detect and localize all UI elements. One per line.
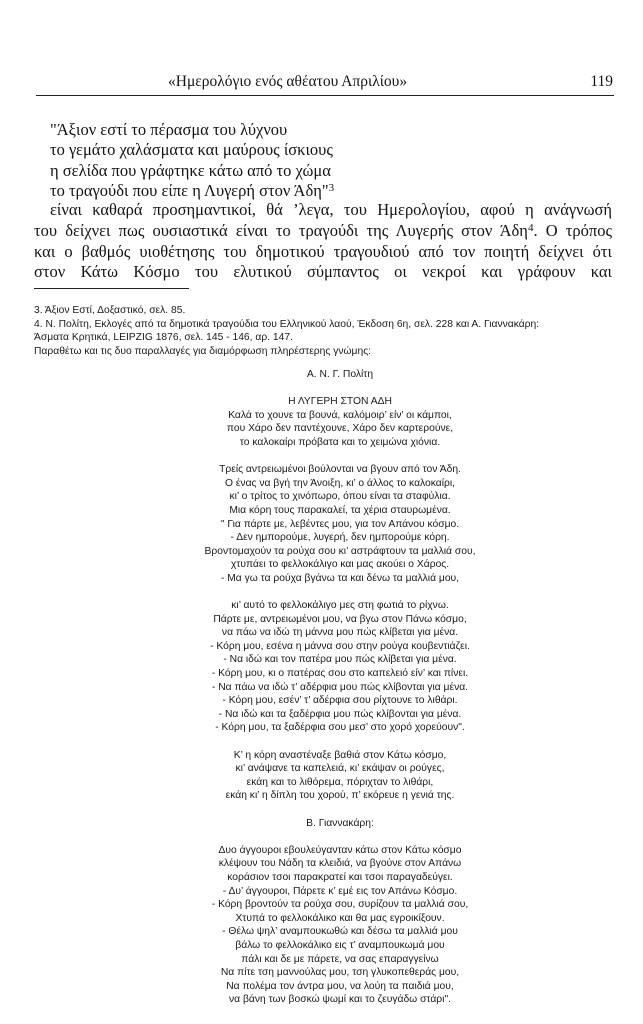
header-rule <box>36 95 614 96</box>
body-line-text: του δείχνει πως ουσιαστικά είναι το τραγούδι της Λυγερής στον Άδη <box>34 220 528 240</box>
verse-line: Η ΛΥΓΕΡΗ ΣΤΟΝ ΑΔΗ <box>288 396 392 408</box>
body-paragraph <box>34 200 612 283</box>
body-line-tail: . Ο τρόπος <box>533 220 612 240</box>
footnote-ref-4: 4 <box>527 221 534 234</box>
body-line: είναι καθαρά προσημαντικοί, θά ’λεγα, του Ημερολογίου, αφού η ανάγνωσή <box>50 200 612 219</box>
verse-line: να βάνη των βοσκώ ψωμί και το ζευγάδω στάρι". <box>229 994 451 1006</box>
page-number: 119 <box>590 73 613 90</box>
verse-line: - Να ιδώ και τα ξαδέρφια μου πώς κλίβονται για μένα. <box>218 708 462 720</box>
stanza-gap <box>90 450 590 464</box>
verse-line: - Κόρη βροντούν τα ρούχα σου, συρίζουν τα μαλλιά σου, <box>211 899 469 911</box>
verse-line: βάλω το φελλοκάλικο εις τ’ αναμπουκωμά μου <box>235 939 445 951</box>
running-header <box>168 73 613 95</box>
poem-quote-line: "Άξιον εστί το πέρασμα του λύχνου <box>50 120 288 139</box>
verse-line: Ο ένας να βγή την Άνοιξη, κι’ ο άλλος το καλοκαίρι, <box>224 477 456 489</box>
verse-line: κλέψουν του Νάδη τα κλειδιά, να βγούνε στον Απάνω <box>218 858 462 870</box>
verse-line: - Μα γω τα ρούχα βγάνω τα και δένω τα μαλλιά μου, <box>220 572 460 584</box>
verse-line: Χτυπά το φελλοκάλικο και θα μας εγροικίξουν. <box>235 912 445 924</box>
verse-line: - Κόρη μου, εσέν’ τ’ αδέρφια σου ρίχτουνε το λιθάρι. <box>222 695 458 707</box>
verse-line: κοράσιον τσοι παρακρατεί και τσοι παραγαδεύγει. <box>227 871 453 883</box>
poem-quote-line: η σελίδα που γράφτηκε κάτω από το χώμα <box>50 160 331 180</box>
verse-line: Να πίτε τση μαννούλας μου, τση γλυκοπεθεράς μου, <box>220 967 460 979</box>
running-title: «Ημερολόγιο ενός αθέατου Απριλίου» <box>168 73 408 90</box>
verse-line: το καλοκαίρι πρόβατα και το χειμώνα χιόνια. <box>239 436 441 448</box>
body-line: και ο βαθμός υιοθέτησης του δημοτικού τραγουδιού από τον ποιητή δείχνει ότι <box>34 241 612 261</box>
verse-line: - Να πάω να ιδώ τ’ αδέρφια μου πώς κλίβονται για μένα. <box>211 681 469 693</box>
verse-line: - Δυ’ άγγουροι, Πάρετε κ’ εμέ εις τον Απάνω Κόσμο. <box>222 885 458 897</box>
verse-line: κι’ αυτό το φελλοκάλιγο μες στη φωτιά το ρίχνω. <box>231 600 449 612</box>
poem-quote-line-text: το τραγούδι που είπε η Λυγερή στον Άδη" <box>50 181 329 201</box>
verse-line: χτυπάει το φελλοκάλιγο και μας ακούει ο Χάρος. <box>230 559 450 571</box>
verse-line: Μια κόρη τους παρακαλεί, τα χέρια σταυρωμένα. <box>229 504 451 516</box>
poem-quote-line: το γεμάτο χαλάσματα και μαύρους ίσκιους <box>50 140 333 160</box>
footnote-line: Παραθέτω και τις δυο παραλλαγές για διαμόρφωση πληρέστερης γνώμης: <box>34 345 372 357</box>
verse-line: που Χάρο δεν παντέχουνε, Χάρο δεν καρτερούνε, <box>226 423 454 435</box>
verse-line: να πάω να ιδώ τη μάννα μου πώς κλίβεται για μένα. <box>221 627 459 639</box>
footnote-line: 4. Ν. Πολίτη, Εκλογές από τα δημοτικά τραγούδια του Ελληνικού λαού, Έκδοση 6η, σελ. 228 και Α. Γιαννακάρη: <box>34 318 540 330</box>
verse-line: Καλά το χουνε τα βουνά, καλόμοιρ’ είν’ οι κάμποι, <box>228 409 452 421</box>
footnotes <box>34 304 616 358</box>
verse-line: - Κόρη μου, κι ο πατέρας σου στο καπελειό είν’ και πίνει. <box>211 668 469 680</box>
verse-line: Δυο άγγουροι εβουλεύγανταν κάτω στον Κάτω κόσμο <box>218 844 462 856</box>
stanza-gap <box>90 382 590 396</box>
stanza-gap <box>90 830 590 844</box>
verse-line: κι’ ο τρίτος το χινόπωρο, όπου είναι τα σταφύλια. <box>229 491 451 503</box>
footnote-ref-3: 3 <box>328 182 335 195</box>
stanza-gap <box>90 586 590 600</box>
verse-line: - Κόρη μου, εσένα η μάννα σου στην ρούγα κουβεντιάζει. <box>210 640 470 652</box>
stanza-gap <box>90 803 590 817</box>
poem-quote-line-last <box>50 181 610 201</box>
verse-line: - Δεν ημπορούμε, λυγερή, δεν ημπορούμε κόρη. <box>230 532 450 544</box>
verse-line: κι’ ανάψανε τα καπελειά, κι’ εκάψαν οι ρούγες, <box>235 763 445 775</box>
poem-quote <box>50 120 610 202</box>
body-line <box>34 221 612 242</box>
verse-line: - Κόρη μου, τα ξαδέρφια σου μεσ’ στο χορό χορεύουν". <box>215 722 465 734</box>
footnote-rule <box>34 288 189 289</box>
footnote-line: 3. Άξιον Εστί, Δοξαστικό, σελ. 85. <box>34 305 186 316</box>
verse-line: Τρείς αντρειωμένοι βούλονται να βγουν από τον Άδη. <box>219 464 461 476</box>
verse-line: Να πολέμα τον άντρα μου, να λούη τα παιδιά μου, <box>226 980 454 992</box>
verse-line: " Για πάρτε με, λεβέντες μου, για τον Απάνου κόσμο. <box>220 518 460 530</box>
verse-line: πάλι και δε με πάρετε, να σας επαραγγείνω <box>241 953 439 965</box>
folk-song-verses <box>90 368 590 1007</box>
verse-line: Πάρτε με, αντρειωμένοι μου, να βγω στον Πάνω κόσμο, <box>213 613 467 625</box>
verse-line: Β. Γιαννακάρη: <box>306 817 374 829</box>
body-line: στον Κάτω Κόσμο του ελυτικού σύμπαντος οι νεκροί και γράφουν και <box>34 262 612 282</box>
verse-line: Βροντομαχούν τα ρούχα σου κι’ αστράφτουν τα μαλλιά σου, <box>204 545 476 557</box>
verse-line: Α. Ν. Γ. Πολίτη <box>306 369 374 380</box>
stanza-gap <box>90 735 590 749</box>
verse-line: εκάη και το λιθόρεμα, πόριχταν το λιθάρι, <box>246 776 434 788</box>
verse-line: - Θέλω ψηλ’ αναμπουκωθώ και δέσω τα μαλλιά μου <box>222 926 458 938</box>
verse-line: εκάη κι’ η δίπλη του χορού, π’ εκόρευε η γενιά της. <box>225 790 455 802</box>
footnote-line: Άσματα Κρητικά, LEIPZIG 1876, σελ. 145 - 146, αρ. 147. <box>34 332 293 344</box>
verse-line: - Να ιδώ και τον πατέρα μου πώς κλίβεται για μένα. <box>223 654 457 666</box>
verse-line: Κ’ η κόρη αναστέναξε βαθιά στον Κάτω κόσμο, <box>233 749 447 761</box>
